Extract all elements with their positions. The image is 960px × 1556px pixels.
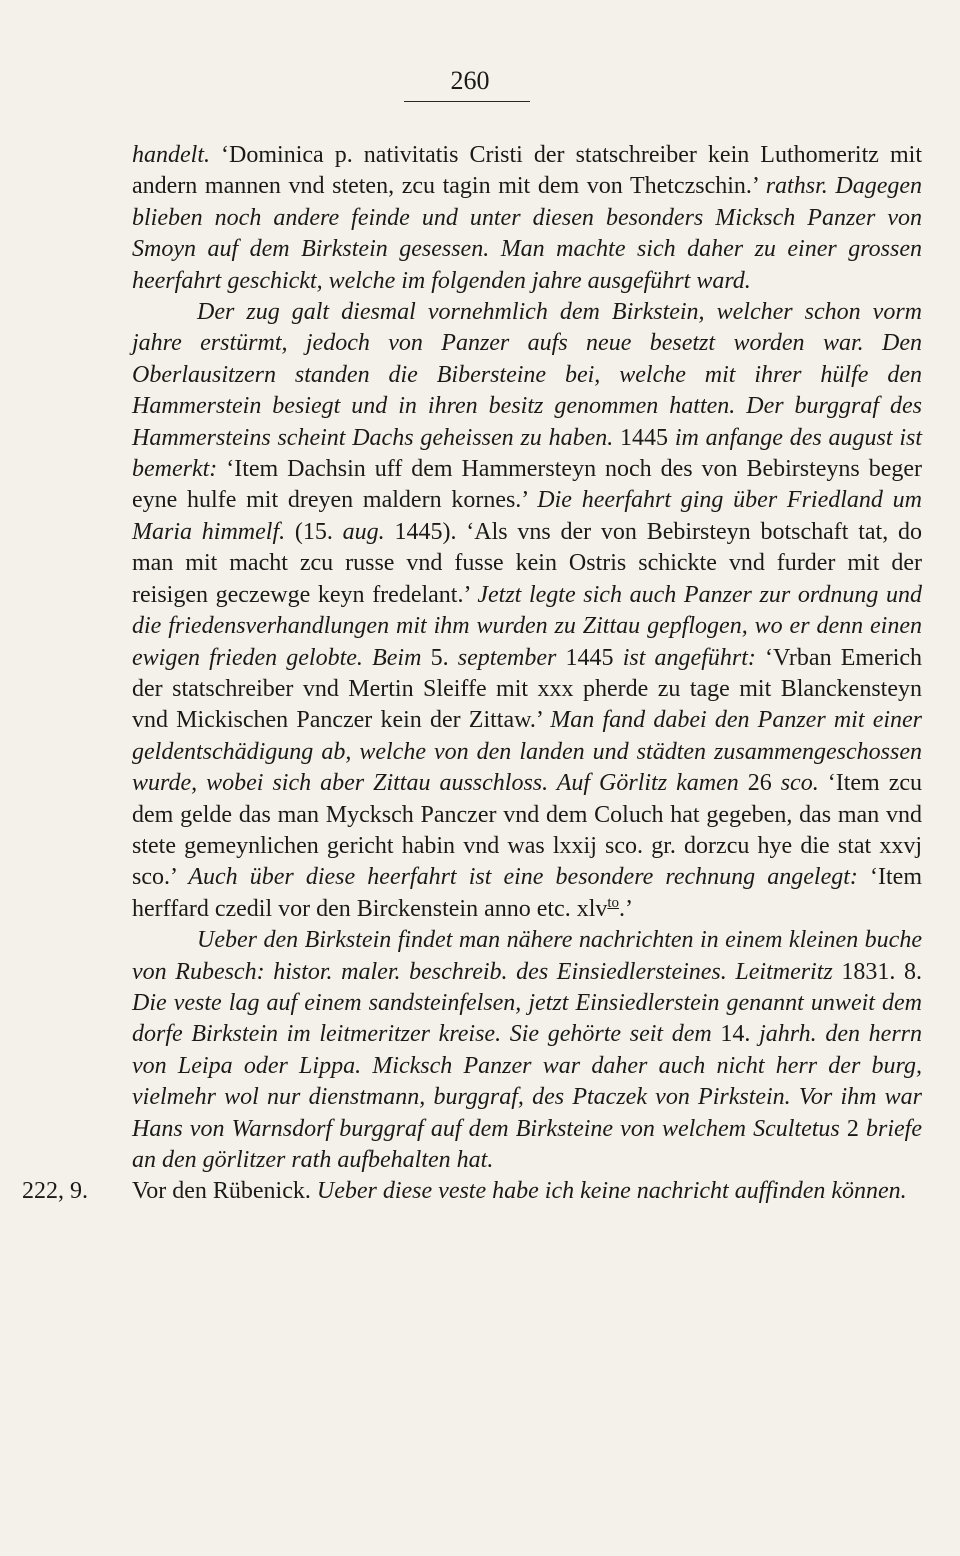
paragraph [132, 140, 922, 297]
header-rule [404, 101, 530, 102]
roman-text: 26 [747, 770, 781, 797]
roman-text: ‘Dominica p. nativitatis Cristi der statschreiber kein Luthomeritz mit andern mannen vnd steten, zcu tagin mit dem von Thetczschin.’ [132, 142, 922, 200]
roman-text: 1831. 8. [841, 958, 923, 985]
roman-text: 1445). ‘Als vns der von Bebirsteyn botschaft tat, do man mit macht zcu russe vnd fusse kein Ostris schickte vnd furder mit der reisigen geczewge keyn fredelant.’ [132, 518, 922, 608]
paragraph [132, 297, 922, 925]
paragraph [132, 925, 922, 1176]
italic-text: ist angeführt: [622, 644, 766, 671]
italic-text: Ueber den Birkstein findet man nähere nachrichten in einem kleinen buche von Rubesch: histor. maler. beschreib. des Einsiedlersteines. Leitmeritz [132, 927, 922, 985]
page-number: 260 [450, 66, 490, 95]
roman-text: ‘Item Dachsin uff dem Hammersteyn noch des von Bebirsteyns beger eyne hulfe mit dreyen maldern kornes.’ [132, 456, 923, 514]
roman-text: ‘Vrban Emerich der statschreiber vnd Mertin Sleiffe mit xxx pherde zu tage mit Blanckensteyn vnd Mickischen Panczer kein der Zittaw.’ [132, 644, 923, 734]
roman-text: 2 [846, 1115, 867, 1142]
italic-text: jahrh. den herrn von Leipa oder Lippa. Micksch Panzer war daher auch nicht herr der burg, vielmehr wol nur dienstmann, burggraf, des Ptaczek von Pirkstein. Vor ihm war Hans von Warnsdorf burggraf auf dem Birksteine von welchem Scultetus [132, 1021, 923, 1142]
italic-text: Ueber diese veste habe ich keine nachricht auffinden können. [316, 1178, 907, 1205]
italic-text: handelt. [132, 142, 222, 168]
italic-text: aug. [342, 518, 395, 545]
italic-text: Die heerfahrt ging über Friedland um Maria himmelf. [132, 487, 923, 545]
body-text [22, 140, 923, 1208]
italic-text: sco. [780, 770, 828, 797]
italic-text: Man fand dabei den Panzer mit einer geldentschädigung ab, welche von den landen und städten zusammengeschossen wurde, wobei sich aber Zittau ausschloss. Auf Görlitz kamen [132, 707, 923, 797]
italic-text: september [457, 644, 566, 671]
roman-text: 1445 [620, 424, 675, 451]
roman-text: 1445 [565, 644, 623, 671]
italic-text: briefe an den görlitzer rath aufbehalten hat. [132, 1115, 922, 1173]
roman-text: 14. [720, 1021, 760, 1048]
roman-text: Vor den Rübenick. [132, 1178, 317, 1205]
roman-text: 5. [430, 644, 458, 671]
roman-text: (15. [294, 518, 343, 545]
italic-text: Jetzt legte sich auch Panzer zur ordnung und die friedensverhandlungen mit ihm wurden zu Zittau gepflogen, wo er denn einen ewigen frieden gelobte. Beim [132, 581, 922, 671]
roman-text: ‘Item zcu dem gelde das man Mycksch Panczer vnd dem Coluch hat gegeben, das man vnd stete gemeynlichen gericht habin vnd was lxxij sco. gr. dorzcu hye die stat xxvj sco.’ [132, 770, 922, 891]
roman-text: .’ [619, 895, 634, 922]
roman-text: to [607, 894, 620, 911]
italic-text: Der zug galt diesmal vornehmlich dem Birkstein, welcher schon vorm jahre erstürmt, jedoch von Panzer aufs neue besetzt worden war. Den Oberlausitzern standen die Bibersteine bei, welche mit ihrer hülfe den Hammerstein besiegt und in ihren besitz genommen hatten. Der burggraf des Hammersteins scheint Dachs geheissen zu haben. [132, 299, 922, 451]
roman-text: ‘Item herffard czedil vor den Birckenstein anno etc. xlv [132, 864, 922, 922]
margin-reference: 222, 9. [22, 1178, 88, 1205]
referenced-paragraph [22, 1176, 922, 1207]
italic-text: Die veste lag auf einem sandsteinfelsen, jetzt Einsiedlerstein genannt unweit dem dorfe Birkstein im leitmeritzer kreise. Sie gehörte seit dem [132, 989, 922, 1048]
italic-text: im anfange des august ist bemerkt: [132, 424, 923, 483]
italic-text: Auch über diese heerfahrt ist eine besondere rechnung angelegt: [188, 864, 871, 891]
italic-text: rathsr. Dagegen blieben noch andere feinde und unter diesen besonders Micksch Panzer von Smoyn auf dem Birkstein gesessen. Man machte sich daher zu einer grossen heerfahrt geschickt, welche im folgenden jahre ausgeführt ward. [132, 173, 922, 294]
